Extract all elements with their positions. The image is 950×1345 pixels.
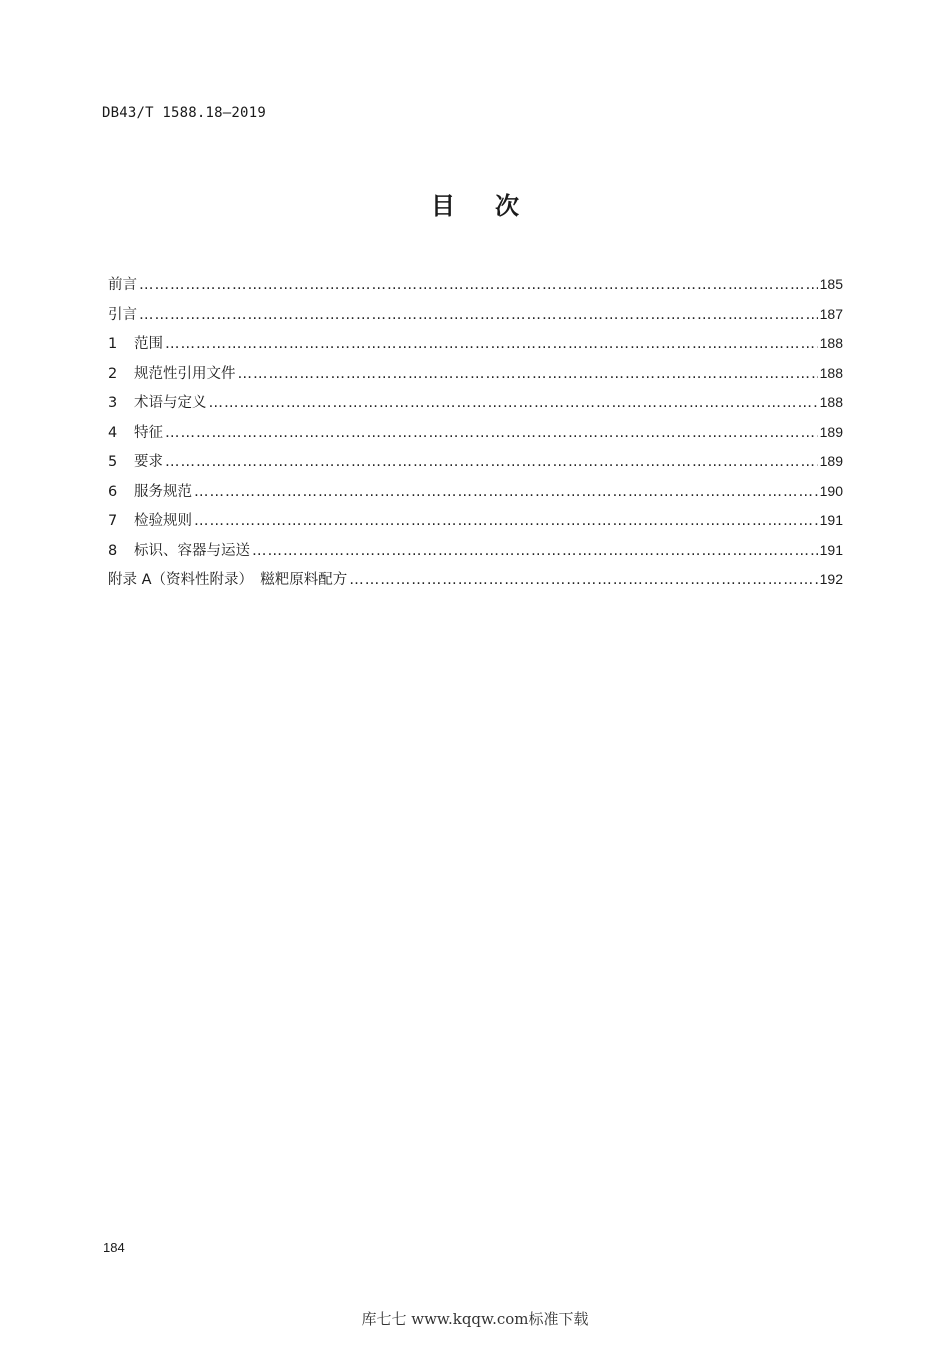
toc-entry-scope[interactable] — [108, 332, 843, 362]
toc-entry-page: 189 — [819, 423, 843, 440]
toc-entry-label: 标识、容器与运送 — [134, 542, 250, 559]
toc-entry-service-specification[interactable] — [108, 480, 843, 510]
toc-entry-number: 1 — [108, 336, 118, 352]
toc-leader-dots — [139, 277, 818, 293]
toc-entry-page: 185 — [819, 276, 843, 292]
toc-entry-label: 范围 — [134, 336, 163, 352]
toc-entry-label: 规范性引用文件 — [134, 365, 236, 382]
toc-entry-labeling-transport[interactable] — [108, 539, 843, 569]
toc-entry-page: 191 — [819, 512, 843, 528]
toc-entry-normative-references[interactable] — [108, 362, 843, 392]
toc-leader-dots — [238, 366, 818, 382]
toc-entry-page: 188 — [819, 394, 843, 410]
toc-entry-number: 4 — [108, 424, 118, 441]
toc-entry-number: 5 — [108, 454, 118, 470]
toc-entry-page: 190 — [819, 482, 843, 499]
toc-leader-dots — [252, 543, 818, 559]
toc-entry-page: 187 — [819, 305, 843, 322]
toc-leader-dots — [209, 395, 818, 411]
toc-entry-number: 6 — [108, 483, 118, 500]
footer-watermark: 库七七 www.kqqw.com标准下载 — [361, 1310, 589, 1328]
toc-leader-dots — [165, 336, 818, 352]
page-number: 184 — [103, 1240, 125, 1255]
toc-entry-inspection-rules[interactable] — [108, 509, 843, 539]
toc-entry-label: 要求 — [134, 454, 163, 470]
toc-entry-page: 191 — [819, 541, 843, 558]
toc-leader-dots — [194, 484, 818, 500]
toc-entry-label: 检验规则 — [134, 513, 192, 529]
toc-entry-page: 188 — [819, 335, 843, 351]
toc-entry-page: 192 — [819, 571, 843, 587]
toc-leader-dots — [165, 425, 818, 441]
table-of-contents — [108, 273, 843, 598]
toc-leader-dots — [194, 513, 818, 529]
toc-entry-number: 8 — [108, 542, 118, 559]
toc-entry-label: 引言 — [108, 306, 137, 323]
toc-entry-label: 附录 A（资料性附录） 糍粑原料配方 — [108, 572, 348, 588]
toc-entry-characteristics[interactable] — [108, 421, 843, 451]
toc-leader-dots — [165, 454, 818, 470]
toc-entry-requirements[interactable] — [108, 450, 843, 480]
document-code: DB43/T 1588.18—2019 — [102, 105, 266, 121]
toc-entry-introduction[interactable] — [108, 303, 843, 333]
toc-entry-page: 189 — [819, 453, 843, 469]
page-title: 目次 — [431, 192, 559, 220]
toc-leader-dots — [139, 307, 818, 323]
toc-entry-terms-definitions[interactable] — [108, 391, 843, 421]
toc-entry-page: 188 — [819, 364, 843, 381]
toc-entry-label: 术语与定义 — [134, 395, 207, 411]
toc-entry-foreword[interactable] — [108, 273, 843, 303]
toc-entry-label: 特征 — [134, 424, 163, 441]
toc-leader-dots — [349, 572, 817, 588]
toc-entry-appendix-a[interactable] — [108, 568, 843, 598]
toc-entry-number: 7 — [108, 513, 118, 529]
toc-entry-number: 3 — [108, 395, 118, 411]
toc-entry-number: 2 — [108, 365, 118, 382]
toc-entry-label: 服务规范 — [134, 483, 192, 500]
toc-entry-label: 前言 — [108, 277, 137, 293]
